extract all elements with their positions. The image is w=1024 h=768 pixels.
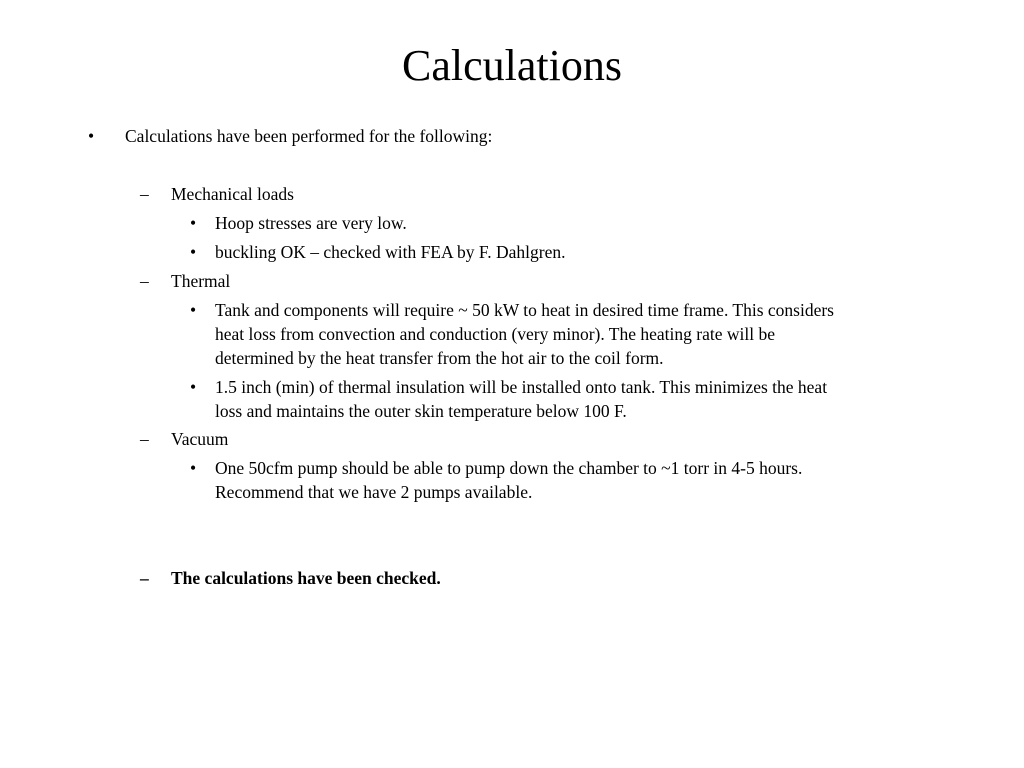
dash-text: Vacuum bbox=[171, 429, 229, 449]
bullet-marker: • bbox=[190, 213, 197, 233]
dash-marker: – bbox=[140, 271, 149, 291]
bullet-text-line-1: 1.5 inch (min) of thermal insulation will be installed onto tank. This minimizes the heat bbox=[215, 377, 828, 397]
bullet-marker: • bbox=[190, 377, 197, 397]
bullet-text: Hoop stresses are very low. bbox=[215, 213, 407, 233]
bullet-text-line-2: loss and maintains the outer skin temperature below 100 F. bbox=[215, 401, 627, 421]
bullet-text-line-1: One 50cfm pump should be able to pump down the chamber to ~1 torr in 4-5 hours. bbox=[215, 458, 803, 478]
bullet-text: Calculations have been performed for the following: bbox=[125, 126, 493, 146]
bullet-text: buckling OK – checked with FEA by F. Dahlgren. bbox=[215, 242, 566, 262]
bullet-text-line-3: determined by the heat transfer from the hot air to the coil form. bbox=[215, 348, 664, 368]
dash-marker: – bbox=[140, 184, 149, 204]
bullet-text-line-2: heat loss from convection and conduction (very minor). The heating rate will be bbox=[215, 324, 775, 344]
bullet-marker: • bbox=[190, 242, 197, 262]
dash-text: Thermal bbox=[171, 271, 231, 291]
bullet-text-line-2: Recommend that we have 2 pumps available. bbox=[215, 482, 533, 502]
bullet-marker: • bbox=[88, 126, 95, 146]
bullet-text-line-1: Tank and components will require ~ 50 kW to heat in desired time frame. This considers bbox=[215, 300, 834, 320]
dash-marker: – bbox=[140, 568, 149, 588]
bullet-marker: • bbox=[190, 300, 197, 320]
slide-title: Calculations bbox=[402, 41, 622, 90]
dash-text: The calculations have been checked. bbox=[171, 568, 441, 588]
bullet-marker: • bbox=[190, 458, 197, 478]
dash-text: Mechanical loads bbox=[171, 184, 294, 204]
dash-marker: – bbox=[140, 429, 149, 449]
